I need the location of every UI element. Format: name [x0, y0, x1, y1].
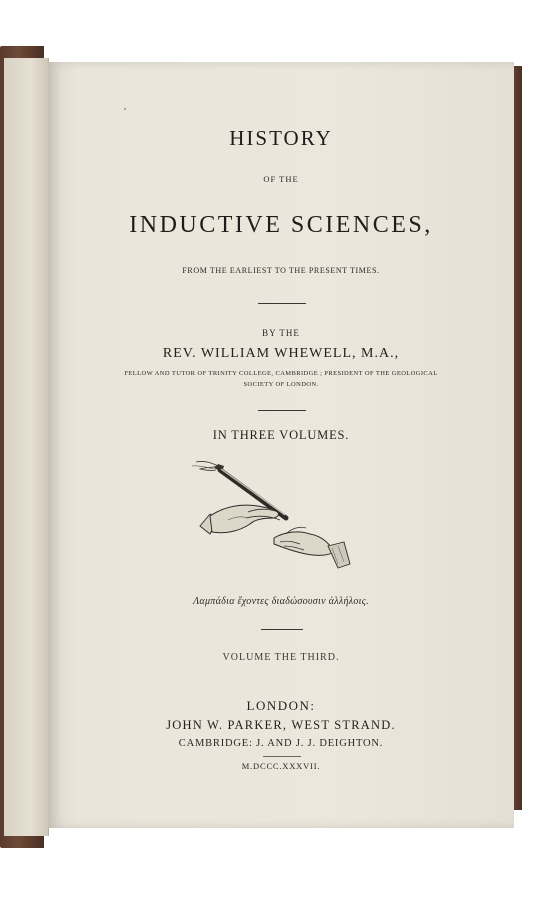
divider-rule [258, 303, 306, 304]
title-line-history: HISTORY [229, 126, 333, 150]
title-page [48, 62, 514, 828]
title-line-inductive-sciences: INDUCTIVE SCIENCES, [129, 212, 433, 238]
volume-number: VOLUME THE THIRD. [222, 652, 340, 663]
author-credentials-continued: SOCIETY OF LONDON. [243, 381, 319, 388]
divider-rule [263, 756, 301, 757]
imprint-city: LONDON: [246, 698, 316, 713]
subtitle: FROM THE EARLIEST TO THE PRESENT TIMES. [182, 266, 380, 275]
imprint-publisher: JOHN W. PARKER, WEST STRAND. [166, 718, 396, 732]
by-line: BY THE [262, 328, 300, 338]
left-page-edge [4, 58, 49, 836]
torch-passing-hands-engraving [188, 460, 373, 580]
greek-motto: Λαμπάδια ἔχοντες διαδώσουσιν ἀλλήλοις. [193, 596, 369, 607]
paper-speck [124, 108, 126, 110]
imprint-cambridge: CAMBRIDGE: J. AND J. J. DEIGHTON. [178, 738, 384, 749]
imprint-date: M.DCCC.XXXVII. [241, 761, 321, 771]
divider-rule [258, 410, 306, 411]
volumes-note: IN THREE VOLUMES. [212, 428, 350, 442]
divider-rule [261, 629, 303, 630]
title-connector: OF THE [263, 174, 299, 184]
author-credentials: FELLOW AND TUTOR OF TRINITY COLLEGE, CAMBRIDGE ; PRESIDENT OF THE GEOLOGICAL [124, 370, 438, 377]
author-name: REV. WILLIAM WHEWELL, M.A., [162, 346, 400, 361]
